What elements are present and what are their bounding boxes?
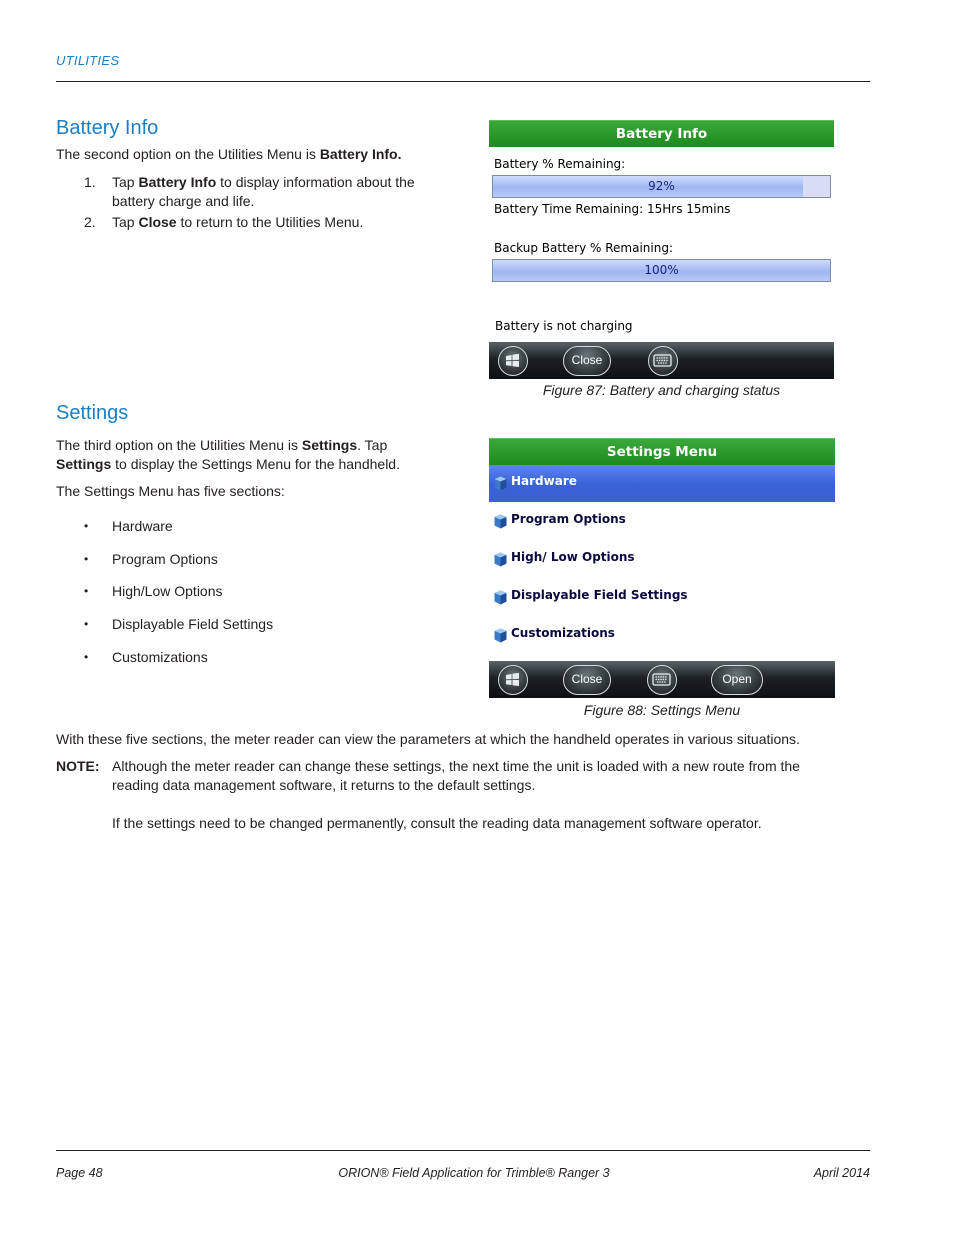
battery-remaining-label: Battery % Remaining:	[494, 157, 626, 171]
settings-item-displayable-field-settings[interactable]	[489, 579, 835, 616]
menu-item-label: High/ Low Options	[511, 550, 635, 564]
cube-icon	[494, 476, 507, 491]
step-text: Tap Battery Info to display information about the battery charge and life.	[112, 174, 415, 209]
battery-info-screenshot	[489, 120, 834, 379]
bullet: •	[84, 617, 89, 631]
settings-heading: Settings	[56, 402, 129, 424]
bullet: •	[84, 552, 89, 566]
step-number: 1.	[84, 174, 96, 190]
cube-icon	[494, 514, 507, 529]
backup-battery-progress-bar	[492, 259, 831, 282]
windows-start-button[interactable]	[498, 346, 528, 376]
keyboard-button[interactable]	[647, 665, 677, 695]
windows-logo-icon	[499, 347, 526, 374]
keyboard-icon	[649, 347, 676, 374]
note-label: NOTE:	[56, 758, 100, 774]
list-item: Program Options	[112, 551, 218, 567]
menu-item-label: Customizations	[511, 626, 615, 640]
close-button[interactable]: Close	[563, 665, 611, 695]
settings-item-program-options[interactable]	[489, 503, 835, 540]
windows-logo-icon	[499, 666, 526, 693]
battery-intro: The second option on the Utilities Menu is Battery Info.	[56, 146, 402, 162]
running-header: UTILITIES	[56, 53, 120, 68]
battery-progress-bar	[492, 175, 831, 198]
figure-88-caption: Figure 88: Settings Menu	[583, 702, 741, 718]
keyboard-icon	[648, 666, 675, 693]
screen-title-bar: Battery Info	[489, 120, 834, 147]
cube-icon	[494, 552, 507, 567]
backup-battery-label: Backup Battery % Remaining:	[494, 241, 674, 255]
menu-item-label: Displayable Field Settings	[511, 588, 688, 602]
open-button[interactable]: Open	[711, 665, 763, 695]
step-text: Tap Close to return to the Utilities Menu.	[112, 214, 364, 230]
list-item: Hardware	[112, 518, 173, 534]
menu-item-label: Program Options	[511, 512, 626, 526]
step-number: 2.	[84, 214, 96, 230]
publish-date: April 2014	[813, 1166, 870, 1180]
bullet: •	[84, 650, 89, 664]
screen-title-bar: Settings Menu	[489, 438, 835, 466]
document-title: ORION® Field Application for Trimble® Ranger 3	[338, 1166, 610, 1180]
bullet: •	[84, 584, 89, 598]
backup-battery-progress-value: 100%	[644, 263, 679, 277]
list-item: Customizations	[112, 649, 208, 665]
keyboard-button[interactable]	[648, 346, 678, 376]
settings-item-customizations[interactable]	[489, 617, 835, 654]
header-rule	[56, 81, 870, 82]
settings-item-high-low-options[interactable]	[489, 541, 835, 578]
page-number: Page 48	[56, 1166, 103, 1180]
windows-start-button[interactable]	[498, 665, 528, 695]
list-item: Displayable Field Settings	[112, 616, 274, 632]
list-item: High/Low Options	[112, 583, 223, 599]
battery-time-remaining: Battery Time Remaining: 15Hrs 15mins	[494, 202, 731, 216]
settings-intro: The third option on the Utilities Menu is Settings. Tap Settings to display the Settings Menu for the handheld.	[56, 437, 400, 472]
screen-toolbar	[489, 342, 834, 379]
settings-sections-intro: The Settings Menu has five sections:	[56, 483, 285, 499]
note-text: Although the meter reader can change these settings, the next time the unit is loaded with a new route from the reading data management software, it returns to the default settings.	[112, 758, 800, 793]
charging-status: Battery is not charging	[495, 319, 633, 333]
settings-item-hardware[interactable]	[489, 465, 835, 502]
cube-icon	[494, 628, 507, 643]
cube-icon	[494, 590, 507, 605]
bullet: •	[84, 519, 89, 533]
menu-item-label: Hardware	[511, 474, 577, 488]
battery-info-heading: Battery Info	[56, 117, 159, 139]
close-button[interactable]: Close	[563, 346, 611, 376]
settings-menu-screenshot	[489, 438, 835, 698]
battery-progress-value: 92%	[648, 179, 675, 193]
footer-rule	[56, 1150, 870, 1151]
settings-summary: With these five sections, the meter reader can view the parameters at which the handheld operates in various situations.	[56, 731, 800, 747]
note-text-permanent: If the settings need to be changed permanently, consult the reading data management software operator.	[112, 815, 762, 831]
figure-87-caption: Figure 87: Battery and charging status	[542, 382, 781, 398]
screen-toolbar	[489, 661, 835, 698]
